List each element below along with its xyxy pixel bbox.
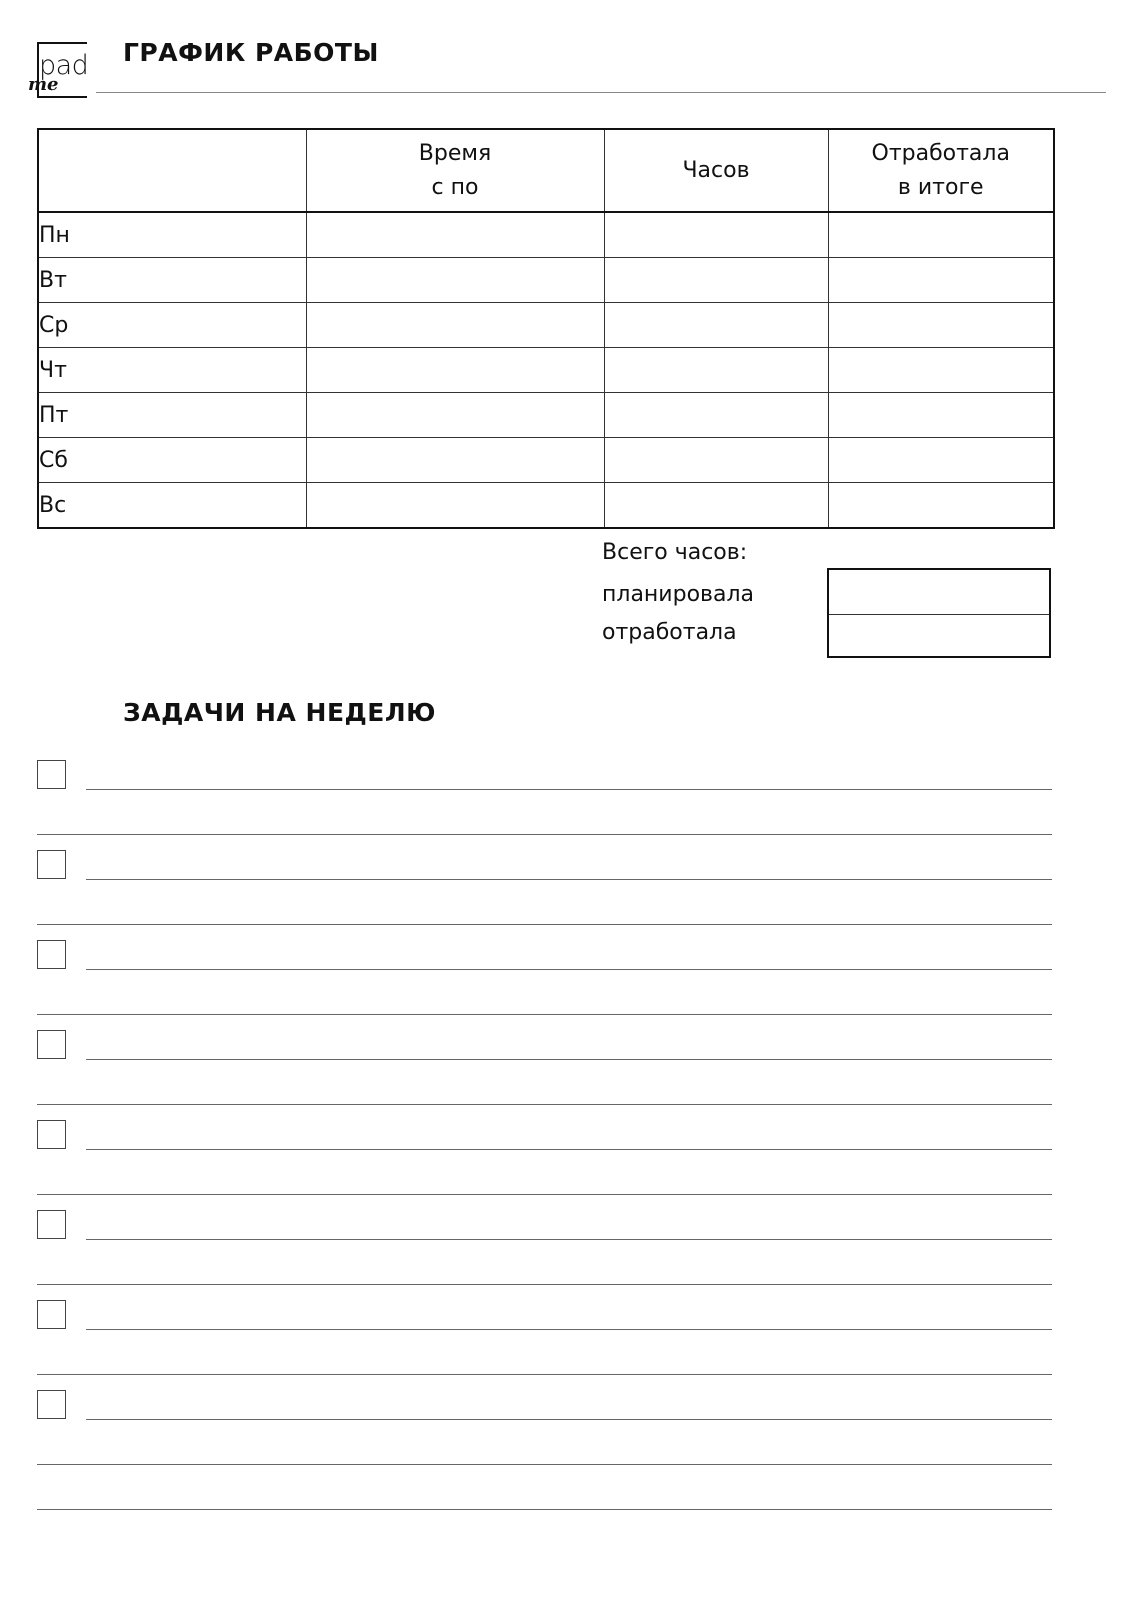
time-cell[interactable] [306,393,604,438]
task-note-line[interactable] [37,1464,1052,1465]
table-row [38,438,1054,483]
day-label: Пн [38,212,306,258]
task-line[interactable] [86,1059,1052,1060]
header-time: Время с по [306,129,604,212]
task-line[interactable] [86,1329,1052,1330]
hours-cell[interactable] [604,212,828,258]
logo-text-top: pad [39,50,89,81]
task-line[interactable] [86,879,1052,880]
time-cell[interactable] [306,348,604,393]
header-worked-total: Отработала в итоге [828,129,1054,212]
task-note-line[interactable] [37,924,1052,925]
table-row [38,303,1054,348]
time-cell[interactable] [306,438,604,483]
totals-planned-cell[interactable] [829,570,1049,615]
task-checkbox[interactable] [37,1210,66,1239]
hours-cell[interactable] [604,348,828,393]
task-note-line[interactable] [37,1194,1052,1195]
hours-cell[interactable] [604,303,828,348]
totals-box [827,568,1051,658]
task-line[interactable] [86,969,1052,970]
totals-worked-label: отработала [602,620,737,645]
day-label: Сб [38,438,306,483]
task-checkbox[interactable] [37,1390,66,1419]
logo-text-bottom: me [28,74,59,95]
day-label: Вт [38,258,306,303]
header-hours: Часов [604,129,828,212]
table-row [38,258,1054,303]
day-label: Ср [38,303,306,348]
table-row [38,483,1054,529]
worked-cell[interactable] [828,258,1054,303]
hours-cell[interactable] [604,438,828,483]
schedule-table [37,128,1055,529]
table-row [38,348,1054,393]
worked-cell[interactable] [828,348,1054,393]
header-divider [96,92,1106,93]
table-row [38,393,1054,438]
worked-cell[interactable] [828,212,1054,258]
task-line[interactable] [86,1239,1052,1240]
task-note-line[interactable] [37,834,1052,835]
tasks-title: ЗАДАЧИ НА НЕДЕЛЮ [123,698,436,727]
task-checkbox[interactable] [37,850,66,879]
hours-cell[interactable] [604,258,828,303]
task-note-line[interactable] [37,1014,1052,1015]
day-label: Вс [38,483,306,529]
page-title: ГРАФИК РАБОТЫ [123,38,379,67]
totals-worked-cell[interactable] [829,614,1049,658]
header-day [38,129,306,212]
time-cell[interactable] [306,258,604,303]
totals-title: Всего часов: [602,540,748,565]
task-note-line[interactable] [37,1284,1052,1285]
task-checkbox[interactable] [37,1300,66,1329]
worked-cell[interactable] [828,393,1054,438]
task-note-line[interactable] [37,1509,1052,1510]
task-checkbox[interactable] [37,760,66,789]
task-line[interactable] [86,1149,1052,1150]
task-note-line[interactable] [37,1374,1052,1375]
time-cell[interactable] [306,303,604,348]
hours-cell[interactable] [604,483,828,529]
day-label: Чт [38,348,306,393]
time-cell[interactable] [306,212,604,258]
task-note-line[interactable] [37,1104,1052,1105]
task-checkbox[interactable] [37,1030,66,1059]
task-checkbox[interactable] [37,1120,66,1149]
totals-planned-label: планировала [602,582,755,607]
table-row [38,212,1054,258]
table-header-row [38,129,1054,212]
task-line[interactable] [86,1419,1052,1420]
worked-cell[interactable] [828,483,1054,529]
worked-cell[interactable] [828,303,1054,348]
task-line[interactable] [86,789,1052,790]
task-checkbox[interactable] [37,940,66,969]
time-cell[interactable] [306,483,604,529]
worked-cell[interactable] [828,438,1054,483]
hours-cell[interactable] [604,393,828,438]
day-label: Пт [38,393,306,438]
